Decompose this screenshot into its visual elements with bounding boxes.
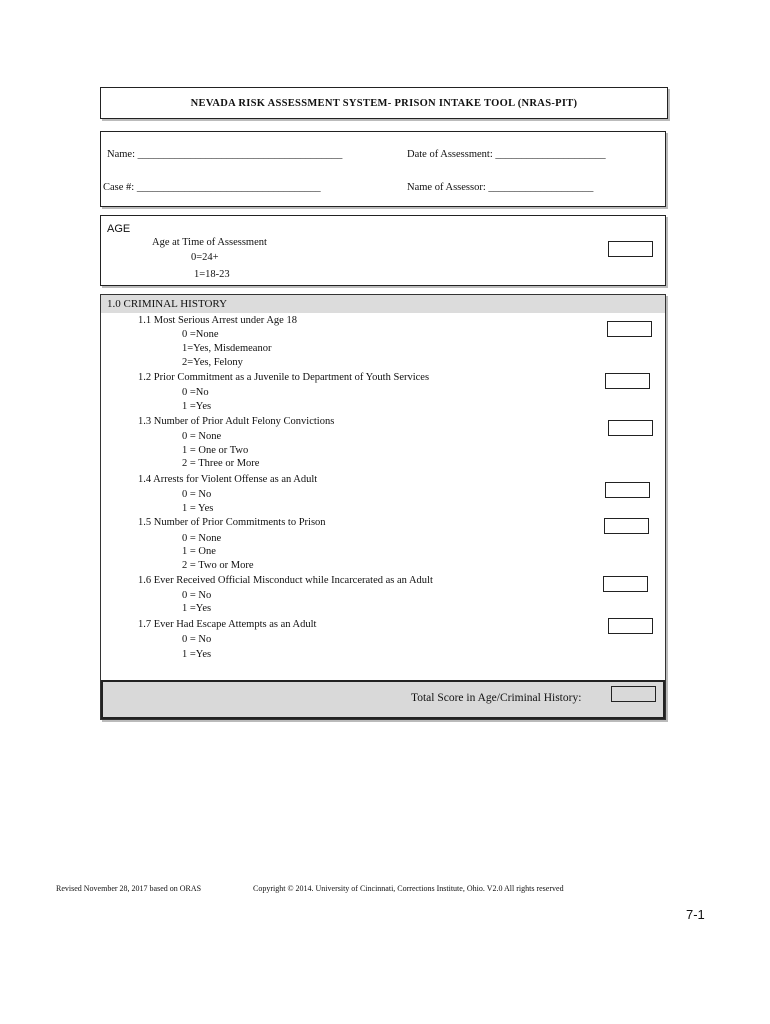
- item-1-3-score-box[interactable]: [608, 420, 653, 436]
- item-option: 1 = Yes: [182, 503, 214, 514]
- item-option: 2=Yes, Felony: [182, 357, 243, 368]
- item-1-2-score-box[interactable]: [605, 373, 650, 389]
- page-number: 7-1: [686, 907, 705, 922]
- assessment-info-section: [100, 131, 666, 207]
- case-number-field[interactable]: Case #: ___________________________________: [103, 182, 321, 193]
- item-1-3-label: 1.3 Number of Prior Adult Felony Convictions: [138, 416, 335, 427]
- age-score-box[interactable]: [608, 241, 653, 257]
- name-field[interactable]: Name: _______________________________________: [107, 149, 343, 160]
- item-1-1-score-box[interactable]: [607, 321, 652, 337]
- item-option: 0 = None: [182, 431, 222, 442]
- item-1-1-label: 1.1 Most Serious Arrest under Age 18: [138, 315, 297, 326]
- age-section: [100, 215, 666, 286]
- copyright-note: Copyright © 2014. University of Cincinnati, Corrections Institute, Ohio. V2.0 All rights reserved: [253, 884, 564, 893]
- criminal-history-heading: 1.0 CRIMINAL HISTORY: [101, 295, 665, 313]
- criminal-history-section: [100, 294, 666, 720]
- age-option: 0=24+: [191, 252, 219, 263]
- item-1-2-label: 1.2 Prior Commitment as a Juvenile to Department of Youth Services: [138, 372, 430, 383]
- revised-note: Revised November 28, 2017 based on ORAS: [56, 884, 202, 893]
- item-1-5-label: 1.5 Number of Prior Commitments to Prison: [138, 517, 326, 528]
- item-option: 1 = One or Two: [182, 445, 249, 456]
- item-option: 0 = No: [182, 634, 212, 645]
- item-option: 0 =No: [182, 387, 209, 398]
- item-1-7-score-box[interactable]: [608, 618, 653, 634]
- item-1-4-label: 1.4 Arrests for Violent Offense as an Adult: [138, 474, 318, 485]
- assessor-name-field[interactable]: Name of Assessor: ____________________: [407, 182, 594, 193]
- item-1-6-score-box[interactable]: [603, 576, 648, 592]
- total-score-label: Total Score in Age/Criminal History:: [411, 692, 582, 704]
- item-option: 1 =Yes: [182, 401, 212, 412]
- item-option: 0 = None: [182, 533, 222, 544]
- age-item-label: Age at Time of Assessment: [152, 237, 267, 248]
- form-title: NEVADA RISK ASSESSMENT SYSTEM- PRISON INTAKE TOOL (NRAS-PIT): [100, 87, 668, 119]
- item-option: 0 = No: [182, 489, 212, 500]
- total-score-box[interactable]: [611, 686, 656, 702]
- item-1-4-score-box[interactable]: [605, 482, 650, 498]
- age-heading: AGE: [107, 223, 131, 235]
- item-option: 1 =Yes: [182, 649, 212, 660]
- item-option: 1 = One: [182, 546, 216, 557]
- item-option: 0 = No: [182, 590, 212, 601]
- total-score-bar: [101, 680, 665, 719]
- item-option: 2 = Two or More: [182, 560, 254, 571]
- item-option: 2 = Three or More: [182, 458, 260, 469]
- item-option: 1=Yes, Misdemeanor: [182, 343, 272, 354]
- item-option: 1 =Yes: [182, 603, 212, 614]
- item-1-5-score-box[interactable]: [604, 518, 649, 534]
- item-1-7-label: 1.7 Ever Had Escape Attempts as an Adult: [138, 619, 317, 630]
- date-of-assessment-field[interactable]: Date of Assessment: _____________________: [407, 149, 606, 160]
- item-1-6-label: 1.6 Ever Received Official Misconduct while Incarcerated as an Adult: [138, 575, 433, 586]
- age-option: 1=18-23: [194, 269, 230, 280]
- item-option: 0 =None: [182, 329, 219, 340]
